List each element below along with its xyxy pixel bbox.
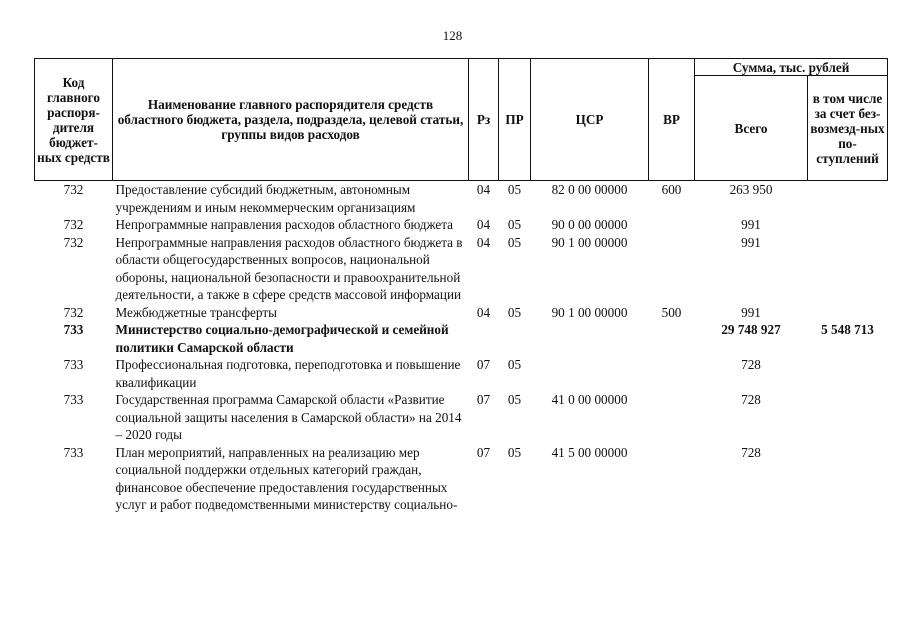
code-cell: 732: [63, 217, 84, 232]
csr-cell: [531, 356, 649, 391]
vr-cell: [649, 391, 695, 444]
vr-cell: [649, 234, 695, 304]
pr-cell: [499, 321, 531, 356]
header-code: Код главного распоря-дителя бюджет-ных средств: [35, 59, 113, 181]
header-pr: ПР: [499, 59, 531, 181]
csr-cell: [531, 321, 649, 356]
rz-cell: 07: [476, 444, 491, 460]
name-cell: План мероприятий, направленных на реализацию мер социальной поддержки отдельных категорий граждан, финансовое обеспечение предоставления государственных услуг и работ подведомственными министерству социально-: [115, 444, 458, 512]
name-cell: Непрограммные направления расходов областного бюджета в области общегосударственных вопросов, национальной обороны, национальной безопасности и правоохранительной деятельности, а также в сфере средств массовой информации: [115, 234, 463, 302]
pr-cell: 05: [507, 182, 522, 197]
vr-cell: [649, 216, 695, 234]
gratuitous-cell: [808, 234, 888, 304]
code-cell: 733: [63, 322, 84, 337]
pr-cell: 05: [507, 217, 522, 232]
vr-cell: 500: [661, 304, 682, 320]
gratuitous-cell: [808, 304, 888, 322]
name-cell: Государственная программа Самарской области «Развитие социальной защиты населения в Самарской области» на 2014 – 2020 годы: [115, 392, 462, 442]
code-cell: 733: [63, 392, 84, 407]
header-name: Наименование главного распорядителя средств областного бюджета, раздела, подраздела, целевой статьи, группы видов расходов: [113, 59, 469, 181]
rz-cell: 04: [476, 217, 491, 232]
table-row: [35, 304, 888, 322]
name-cell: Непрограммные направления расходов областного бюджета: [115, 217, 454, 232]
gratuitous-cell: 5 548 713: [821, 322, 874, 337]
table-row: [35, 444, 888, 514]
csr-cell: 90 1 00 00000: [551, 234, 628, 250]
rz-cell: 07: [476, 357, 491, 372]
pr-cell: 05: [507, 234, 522, 250]
total-cell: 991: [741, 304, 761, 320]
name-cell: Профессиональная подготовка, переподготовка и повышение квалификации: [115, 357, 461, 390]
code-cell: 732: [63, 304, 84, 320]
header-csr: ЦСР: [531, 59, 649, 181]
budget-table: [34, 58, 888, 514]
rz-cell: 04: [476, 304, 491, 320]
header-vr: ВР: [649, 59, 695, 181]
table-row: [35, 356, 888, 391]
code-cell: 732: [63, 182, 84, 197]
code-cell: 732: [63, 234, 84, 250]
table-row: [35, 181, 888, 217]
total-cell: 728: [741, 357, 761, 372]
gratuitous-cell: [808, 181, 888, 217]
pr-cell: 05: [507, 392, 522, 407]
csr-cell: 82 0 00 00000: [551, 182, 628, 197]
pr-cell: 05: [507, 444, 522, 460]
vr-cell: 600: [661, 182, 682, 197]
table-row: [35, 234, 888, 304]
vr-cell: [649, 321, 695, 356]
gratuitous-cell: [808, 356, 888, 391]
pr-cell: 05: [507, 357, 522, 372]
rz-cell: 07: [476, 392, 491, 407]
csr-cell: 90 1 00 00000: [551, 304, 628, 320]
code-cell: 733: [63, 444, 84, 460]
csr-cell: 41 0 00 00000: [551, 392, 628, 407]
gratuitous-cell: [808, 444, 888, 514]
vr-cell: [649, 444, 695, 514]
csr-cell: 90 0 00 00000: [551, 217, 628, 232]
csr-cell: 41 5 00 00000: [551, 444, 628, 460]
name-cell: Министерство социально-демографической и семейной политики Самарской области: [115, 322, 449, 355]
vr-cell: [649, 356, 695, 391]
total-cell: 728: [741, 444, 761, 460]
total-cell: 991: [741, 217, 761, 232]
total-cell: 728: [741, 392, 761, 407]
table-row: [35, 391, 888, 444]
code-cell: 733: [63, 357, 84, 372]
table-row: [35, 321, 888, 356]
gratuitous-cell: [808, 391, 888, 444]
header-sum: Сумма, тыс. рублей: [695, 59, 888, 76]
gratuitous-cell: [808, 216, 888, 234]
table-body: [35, 181, 888, 514]
rz-cell: [469, 321, 499, 356]
total-cell: 991: [741, 234, 761, 250]
header-rz: Рз: [469, 59, 499, 181]
pr-cell: 05: [507, 304, 522, 320]
header-gratuitous: в том числе за счет без-возмезд-ных по-ступлений: [808, 76, 888, 181]
total-cell: 29 748 927: [721, 322, 781, 337]
header-total: Всего: [695, 76, 808, 181]
rz-cell: 04: [476, 182, 491, 197]
name-cell: Предоставление субсидий бюджетным, автономным учреждениям и иным некоммерческим организациям: [115, 182, 416, 215]
total-cell: 263 950: [729, 182, 773, 197]
name-cell: Межбюджетные трансферты: [115, 304, 277, 320]
rz-cell: 04: [476, 234, 491, 250]
table-row: [35, 216, 888, 234]
page-number: 128: [442, 28, 463, 43]
